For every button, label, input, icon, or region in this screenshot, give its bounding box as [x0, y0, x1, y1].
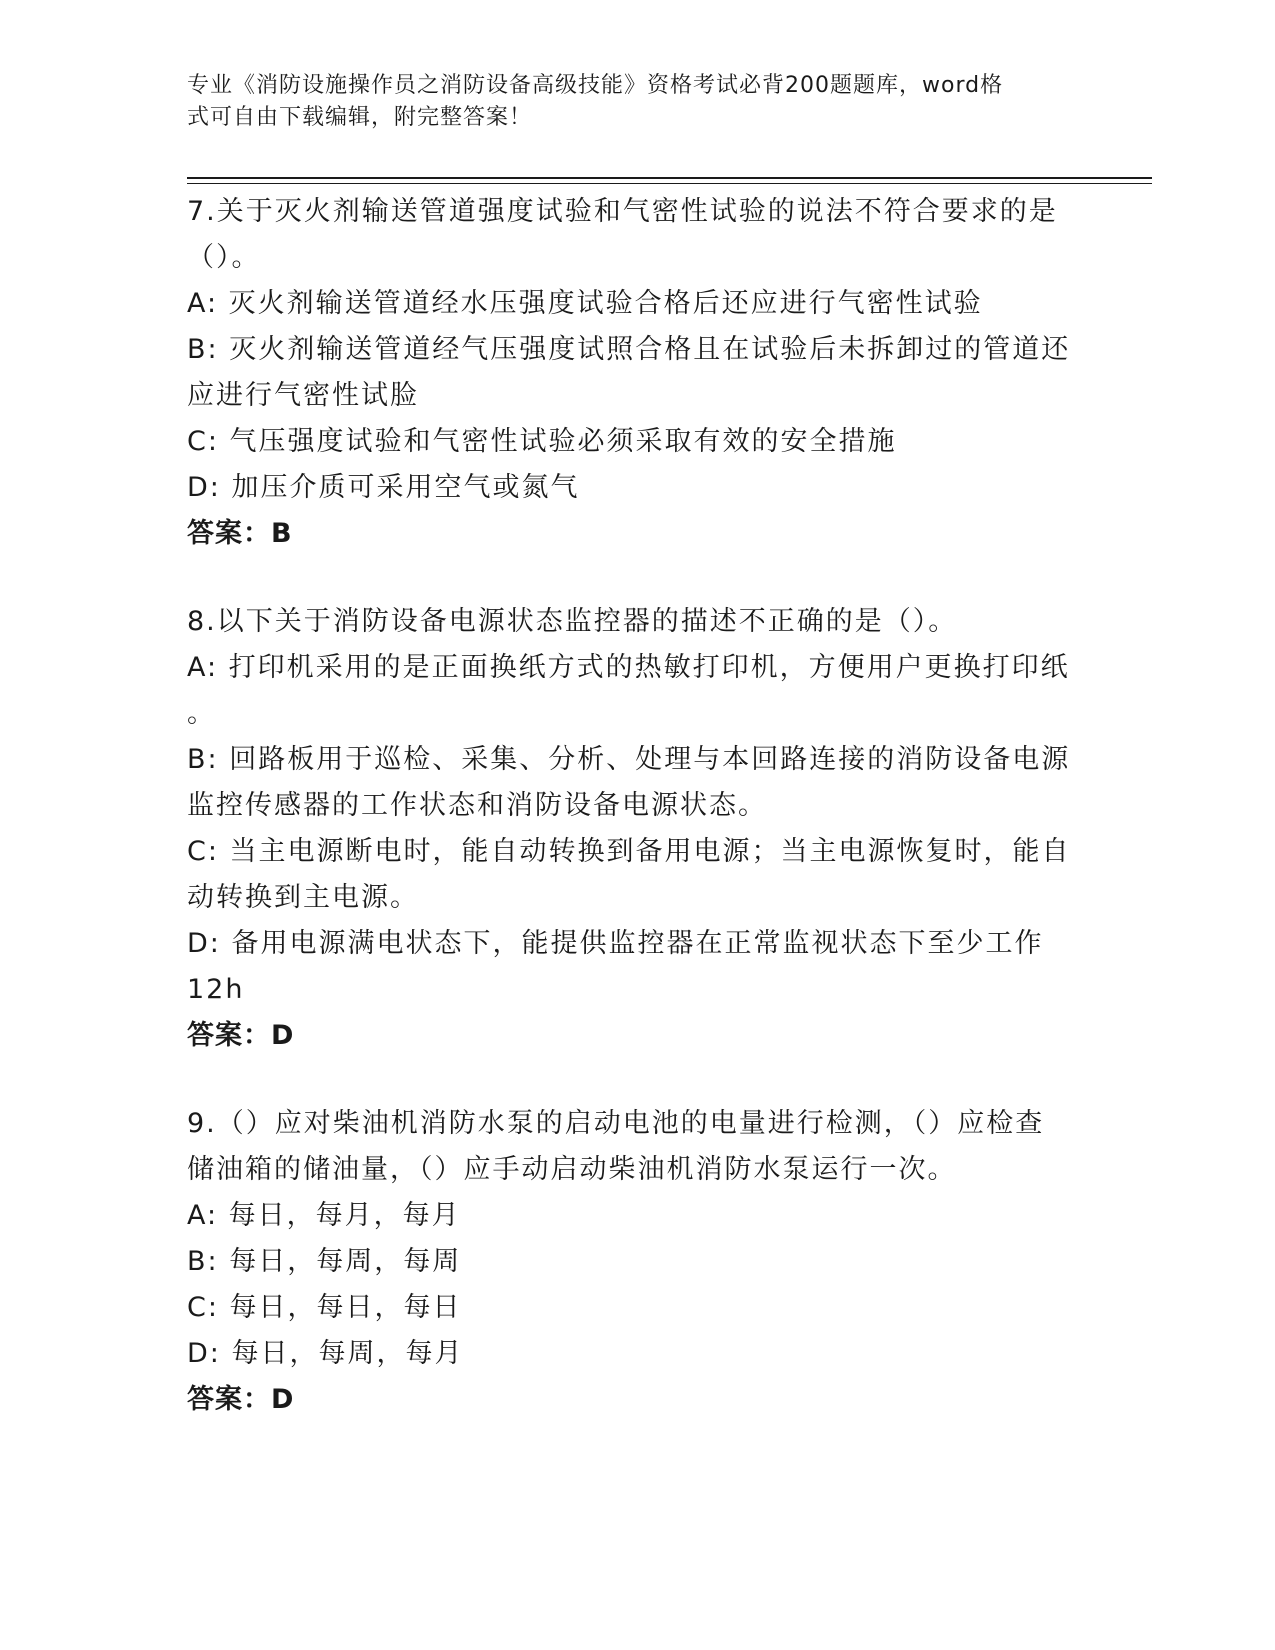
option-d: D: 每日，每周，每月	[187, 1338, 464, 1369]
header-line-2: 式可自由下载编辑，附完整答案！	[187, 105, 533, 130]
answer-label: 答案：D	[187, 1020, 295, 1051]
option-b: B: 灭火剂输送管道经气压强度试照合格且在试验后未拆卸过的管道还	[187, 334, 1071, 365]
question-block	[187, 599, 1072, 1059]
option-b-continued: 监控传感器的工作状态和消防设备电源状态。	[187, 790, 767, 821]
question-text: 9.（）应对柴油机消防水泵的启动电池的电量进行检测，（）应检查	[187, 1108, 1045, 1139]
question-text: 8.以下关于消防设备电源状态监控器的描述不正确的是（）。	[187, 606, 958, 637]
option-c: C: 当主电源断电时，能自动转换到备用电源；当主电源恢复时，能自	[187, 836, 1071, 867]
option-b: B: 回路板用于巡检、采集、分析、处理与本回路连接的消防设备电源	[187, 744, 1071, 775]
option-c: C: 每日，每日，每日	[187, 1292, 462, 1323]
option-a: A: 灭火剂输送管道经水压强度试验合格后还应进行气密性试验	[187, 288, 983, 319]
question-text: 储油箱的储油量，（）应手动启动柴油机消防水泵运行一次。	[187, 1154, 957, 1185]
option-a: A: 每日，每月，每月	[187, 1200, 461, 1231]
question-list	[187, 189, 1072, 1423]
header-line-1: 专业《消防设施操作员之消防设备高级技能》资格考试必背200题题库，word格	[187, 73, 1004, 98]
option-d-continued: 12h	[187, 974, 245, 1005]
option-a: A: 打印机采用的是正面换纸方式的热敏打印机，方便用户更换打印纸	[187, 652, 1070, 683]
header-divider-thick	[187, 177, 1152, 179]
answer-label: 答案：D	[187, 1384, 295, 1415]
answer-label: 答案：B	[187, 518, 293, 549]
option-a-continued: 。	[187, 698, 216, 729]
option-d: D: 备用电源满电状态下，能提供监控器在正常监视状态下至少工作	[187, 928, 1044, 959]
option-b: B: 每日，每周，每周	[187, 1246, 462, 1277]
document-header	[187, 70, 1087, 134]
question-block	[187, 1101, 1072, 1423]
question-text: 7.关于灭火剂输送管道强度试验和气密性试验的说法不符合要求的是	[187, 196, 1058, 227]
question-text: （）。	[187, 242, 261, 273]
option-c: C: 气压强度试验和气密性试验必须采取有效的安全措施	[187, 426, 897, 457]
question-block	[187, 189, 1072, 557]
option-d: D: 加压介质可采用空气或氮气	[187, 472, 580, 503]
option-b-continued: 应进行气密性试脸	[187, 380, 419, 411]
option-c-continued: 动转换到主电源。	[187, 882, 419, 913]
header-divider-thin	[187, 183, 1152, 184]
